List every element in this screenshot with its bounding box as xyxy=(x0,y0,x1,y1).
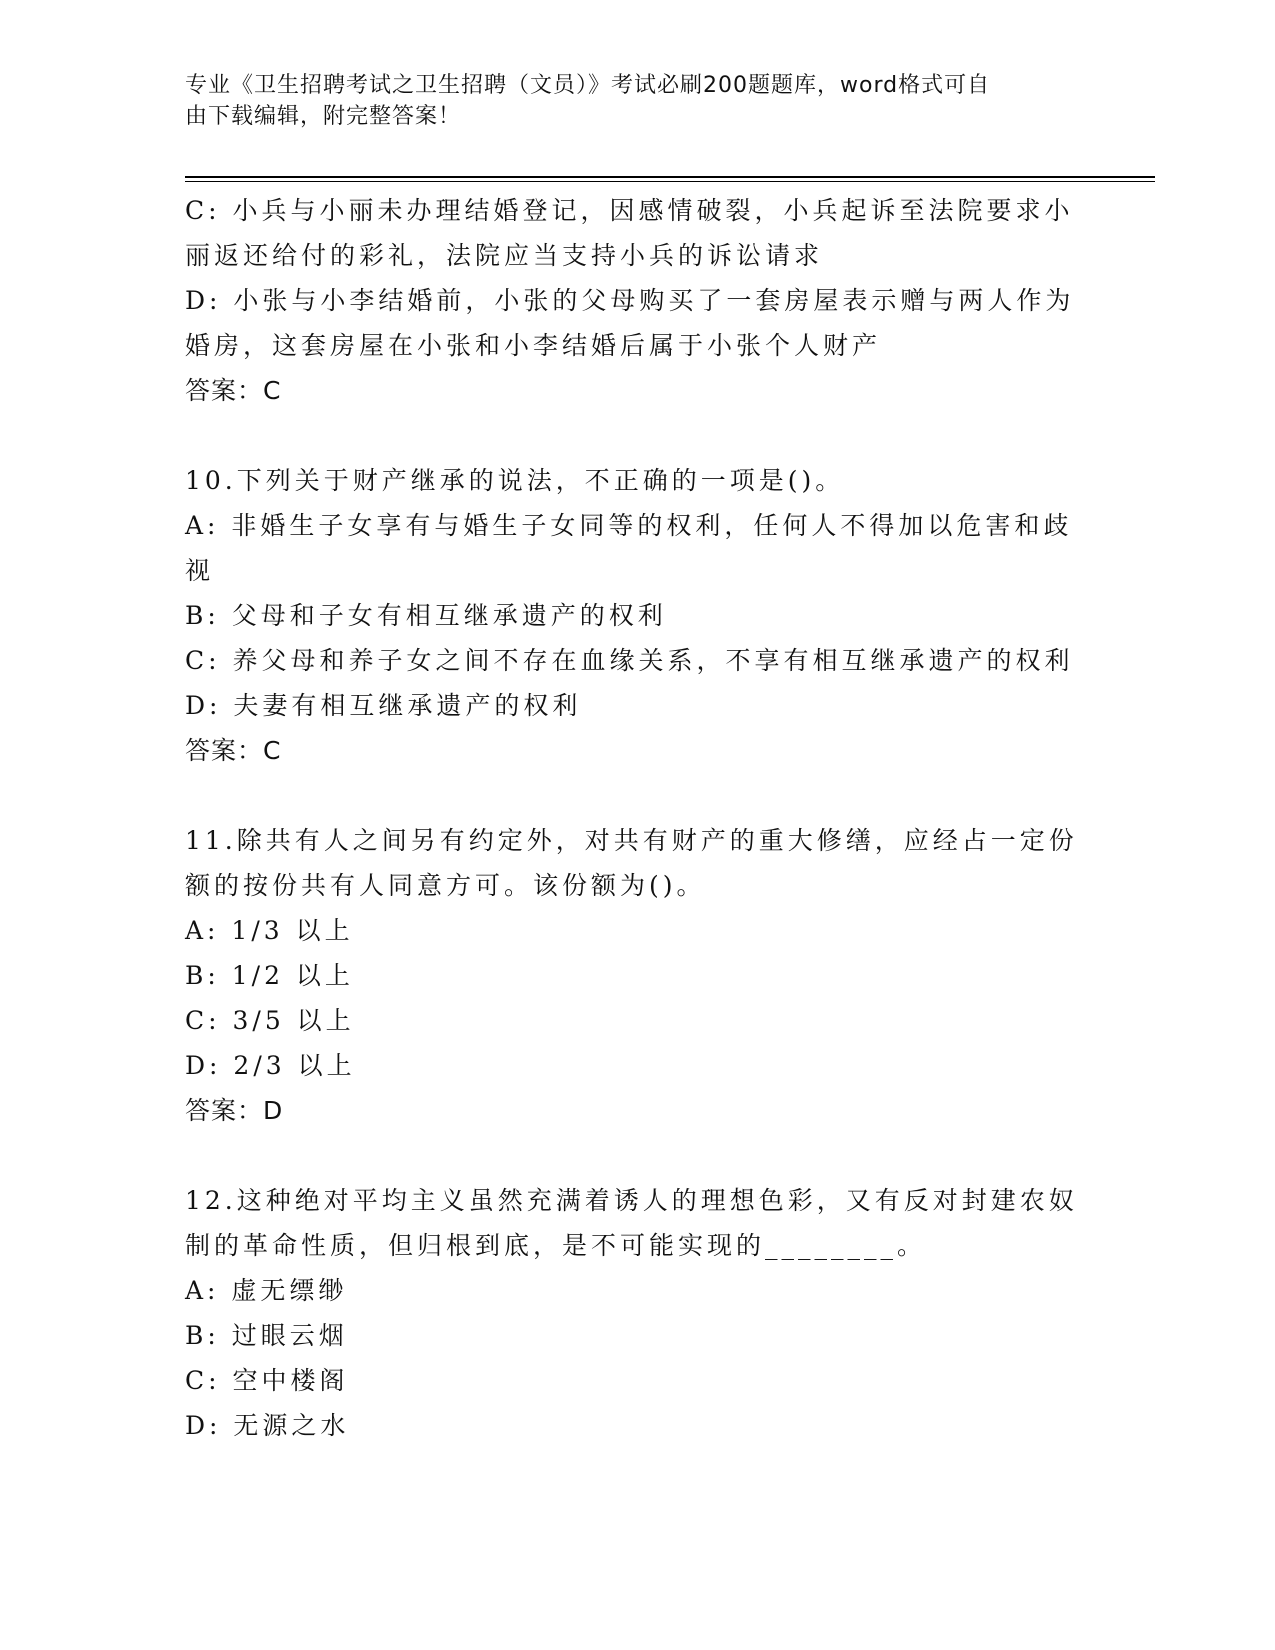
option-a-line-2: 视 xyxy=(185,556,215,585)
question-stem-line-1: 11.除共有人之间另有约定外，对共有财产的重大修缮，应经占一定份 xyxy=(185,826,1078,855)
answer-label: 答案：C xyxy=(185,736,282,765)
document-header xyxy=(185,70,1085,132)
option-c: C: 空中楼阁 xyxy=(185,1366,349,1395)
option-b: B: 1/2 以上 xyxy=(185,961,354,990)
option-c: C: 3/5 以上 xyxy=(185,1006,355,1035)
question-stem: 10.下列关于财产继承的说法，不正确的一项是()。 xyxy=(185,466,845,495)
header-divider xyxy=(185,176,1155,182)
question-stem-line-2: 额的按份共有人同意方可。该份额为()。 xyxy=(185,871,706,900)
option-c-line-1: C: 小兵与小丽未办理结婚登记，因感情破裂，小兵起诉至法院要求小 xyxy=(185,196,1074,225)
question-11 xyxy=(185,818,1085,1133)
option-a: A: 虚无缥缈 xyxy=(185,1276,348,1305)
option-d-line-1: D: 小张与小李结婚前，小张的父母购买了一套房屋表示赠与两人作为 xyxy=(185,286,1075,315)
spacer xyxy=(185,1133,1085,1178)
header-title-line-2: 由下载编辑，附完整答案！ xyxy=(185,104,462,129)
option-d: D: 夫妻有相互继承遗产的权利 xyxy=(185,691,582,720)
question-stem-line-1: 12.这种绝对平均主义虽然充满着诱人的理想色彩，又有反对封建农奴 xyxy=(185,1186,1078,1215)
header-title-line-1: 专业《卫生招聘考试之卫生招聘（文员）》考试必刷200题题库，word格式可自 xyxy=(185,73,991,98)
option-d-line-2: 婚房，这套房屋在小张和小李结婚后属于小张个人财产 xyxy=(185,331,882,360)
answer-label: 答案：D xyxy=(185,1096,284,1125)
spacer xyxy=(185,773,1085,818)
question-12 xyxy=(185,1178,1085,1448)
option-a-line-1: A: 非婚生子女享有与婚生子女同等的权利，任何人不得加以危害和歧 xyxy=(185,511,1073,540)
spacer xyxy=(185,413,1085,458)
option-a: A: 1/3 以上 xyxy=(185,916,354,945)
option-d: D: 2/3 以上 xyxy=(185,1051,356,1080)
question-10 xyxy=(185,458,1085,773)
question-stem-line-2: 制的革命性质，但归根到底，是不可能实现的________。 xyxy=(185,1231,927,1260)
question-prev xyxy=(185,188,1085,413)
option-c-line-2: 丽返还给付的彩礼，法院应当支持小兵的诉讼请求 xyxy=(185,241,824,270)
option-d: D: 无源之水 xyxy=(185,1411,350,1440)
option-b: B: 父母和子女有相互继承遗产的权利 xyxy=(185,601,667,630)
answer-label: 答案：C xyxy=(185,376,282,405)
option-c: C: 养父母和养子女之间不存在血缘关系，不享有相互继承遗产的权利 xyxy=(185,646,1074,675)
question-list xyxy=(185,188,1085,1448)
option-b: B: 过眼云烟 xyxy=(185,1321,348,1350)
